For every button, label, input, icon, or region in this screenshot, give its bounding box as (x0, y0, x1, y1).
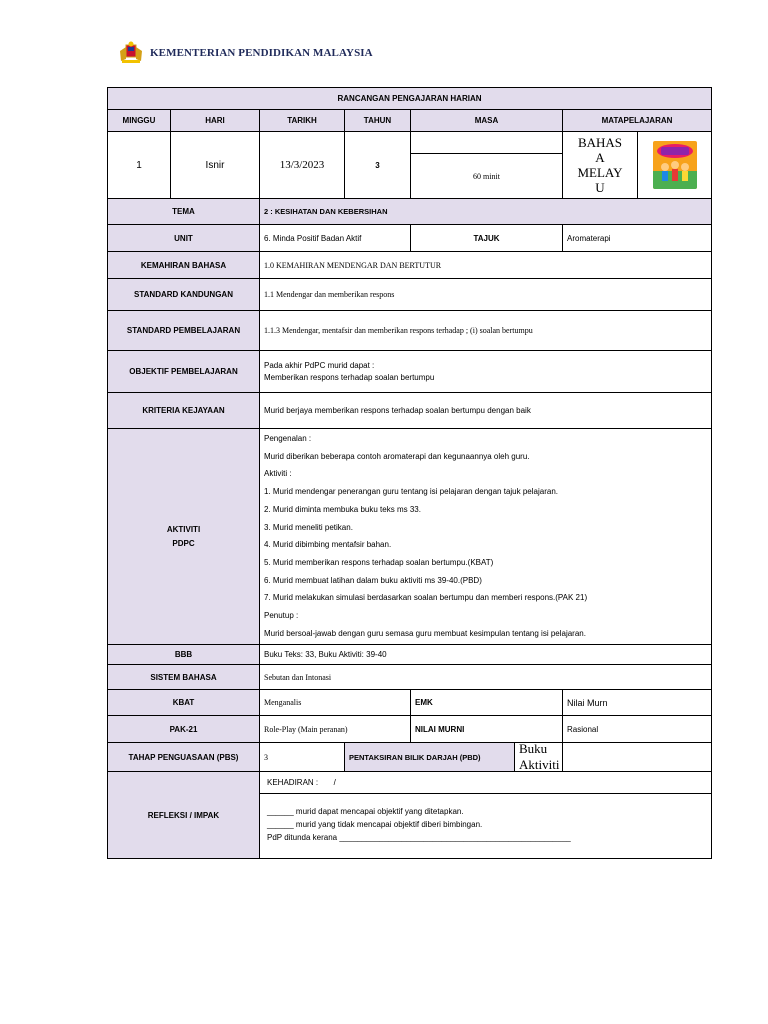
subject-cell (563, 132, 712, 199)
aktiviti-line: 5. Murid memberikan respons terhadap soalan bertumpu.(KBAT) (264, 557, 494, 567)
aktiviti-line: Murid diberikan beberapa contoh aromaterapi dan kegunaannya oleh guru. (264, 451, 530, 461)
kbat-label: KBAT (108, 690, 260, 716)
aktiviti-line: 7. Murid melakukan simulasi berdasarkan soalan bertumpu dan memberi respons.(PAK 21) (264, 593, 588, 603)
aktiviti-line: 6. Murid membuat latihan dalam buku aktiviti ms 39-40.(PBD) (264, 575, 482, 585)
col-masa: MASA (411, 110, 563, 132)
refleksi-line: ______ murid dapat mencapai objektif yang ditetapkan. (267, 807, 464, 816)
tarikh-value: 13/3/2023 (260, 132, 345, 199)
kehadiran: KEHADIRAN : / (260, 772, 711, 794)
minggu-value: 1 (108, 132, 171, 199)
masa-blank (411, 132, 563, 154)
tahap-label: TAHAP PENGUASAAN (PBS) (108, 743, 260, 772)
pbd-value: Buku Aktiviti (519, 741, 560, 772)
sp-label: STANDARD PEMBELAJARAN (108, 311, 260, 351)
sistem-value: Sebutan dan Intonasi (260, 665, 712, 690)
tajuk-label: TAJUK (411, 225, 563, 252)
col-tahun: TAHUN (345, 110, 411, 132)
refleksi-line: PdP ditunda kerana ____________________________________________________ (267, 833, 571, 842)
ministry-name: KEMENTERIAN PENDIDIKAN MALAYSIA (150, 47, 373, 59)
lesson-plan-table (107, 87, 712, 859)
col-matapelajaran: MATAPELAJARAN (563, 110, 712, 132)
col-minggu: MINGGU (108, 110, 171, 132)
aktiviti-line: 4. Murid dibimbing mentafsir bahan. (264, 540, 392, 550)
objektif-line: Memberikan respons terhadap soalan bertumpu (264, 372, 435, 382)
kriteria-label: KRITERIA KEJAYAAN (108, 393, 260, 429)
ministry-header (118, 40, 373, 66)
subject-name (563, 132, 638, 198)
emk-value: Nilai Murn (563, 690, 712, 716)
col-tarikh: TARIKH (260, 110, 345, 132)
sk-label: STANDARD KANDUNGAN (108, 279, 260, 311)
table-title: RANCANGAN PENGAJARAN HARIAN (108, 88, 712, 110)
aktiviti-line: Penutup : (264, 611, 299, 621)
refleksi-cell (260, 772, 712, 859)
masa-value: 60 minit (411, 154, 563, 199)
tahap-value: 3 (260, 743, 345, 772)
aktiviti-line: 3. Murid meneliti petikan. (264, 522, 353, 532)
sp-value: 1.1.3 Mendengar, mentafsir dan memberikan respons terhadap ; (i) soalan bertumpu (260, 311, 712, 351)
col-hari: HARI (171, 110, 260, 132)
refleksi-line: ______ murid yang tidak mencapai objektif diberi bimbingan. (267, 820, 483, 829)
emk-label: EMK (411, 690, 563, 716)
hari-value: Isnir (171, 132, 260, 199)
refleksi-label: REFLEKSI / IMPAK (108, 772, 260, 859)
aktiviti-label-line: AKTIVITI (166, 524, 201, 534)
bbb-label: BBB (108, 645, 260, 665)
sk-value: 1.1 Mendengar dan memberikan respons (260, 279, 712, 311)
pbd-label: PENTAKSIRAN BILIK DARJAH (PBD) (345, 743, 515, 771)
pbd-cell (345, 743, 563, 772)
aktiviti-line: Murid bersoal-jawab dengan guru semasa guru membuat kesimpulan tentang isi pelajaran. (264, 628, 586, 638)
bbb-value: Buku Teks: 33, Buku Aktiviti: 39-40 (260, 645, 712, 665)
tema-value: 2 : KESIHATAN DAN KEBERSIHAN (260, 199, 712, 225)
aktiviti-line: 2. Murid diminta membuka buku teks ms 33. (264, 504, 421, 514)
kemahiran-label: KEMAHIRAN BAHASA (108, 252, 260, 279)
pbd-empty (563, 743, 712, 772)
subject-line: BAHAS (577, 135, 623, 150)
subject-line: MELAY (577, 165, 623, 180)
objektif-label: OBJEKTIF PEMBELAJARAN (108, 351, 260, 393)
kemahiran-value: 1.0 KEMAHIRAN MENDENGAR DAN BERTUTUR (260, 252, 712, 279)
pak-label: PAK-21 (108, 716, 260, 743)
kriteria-value: Murid berjaya memberikan respons terhadap soalan bertumpu dengan baik (260, 393, 712, 429)
aktiviti-label (108, 429, 260, 645)
objektif-line: Pada akhir PdPC murid dapat : (264, 360, 375, 370)
aktiviti-line: Pengenalan : (264, 434, 312, 443)
nilai-label: NILAI MURNI (411, 716, 563, 743)
crest-icon (118, 41, 144, 65)
tema-label: TEMA (108, 199, 260, 225)
objektif-value (260, 351, 712, 393)
subject-line: A (595, 150, 605, 165)
pak-value: Role-Play (Main peranan) (260, 716, 411, 743)
aktiviti-list (260, 429, 712, 645)
tajuk-value: Aromaterapi (563, 225, 712, 252)
kbat-value: Menganalis (260, 690, 411, 716)
aktiviti-label-line: PDPC (172, 538, 195, 548)
tahun-value: 3 (345, 132, 411, 199)
nilai-value: Rasional (563, 716, 712, 743)
sistem-label: SISTEM BAHASA (108, 665, 260, 690)
book-cover-icon (653, 141, 697, 189)
unit-label: UNIT (108, 225, 260, 252)
aktiviti-line: 1. Murid mendengar penerangan guru tentang isi pelajaran dengan tajuk pelajaran. (264, 487, 558, 497)
aktiviti-line: Aktiviti : (264, 469, 292, 479)
unit-value: 6. Minda Positif Badan Aktif (260, 225, 411, 252)
subject-line: U (595, 180, 605, 195)
